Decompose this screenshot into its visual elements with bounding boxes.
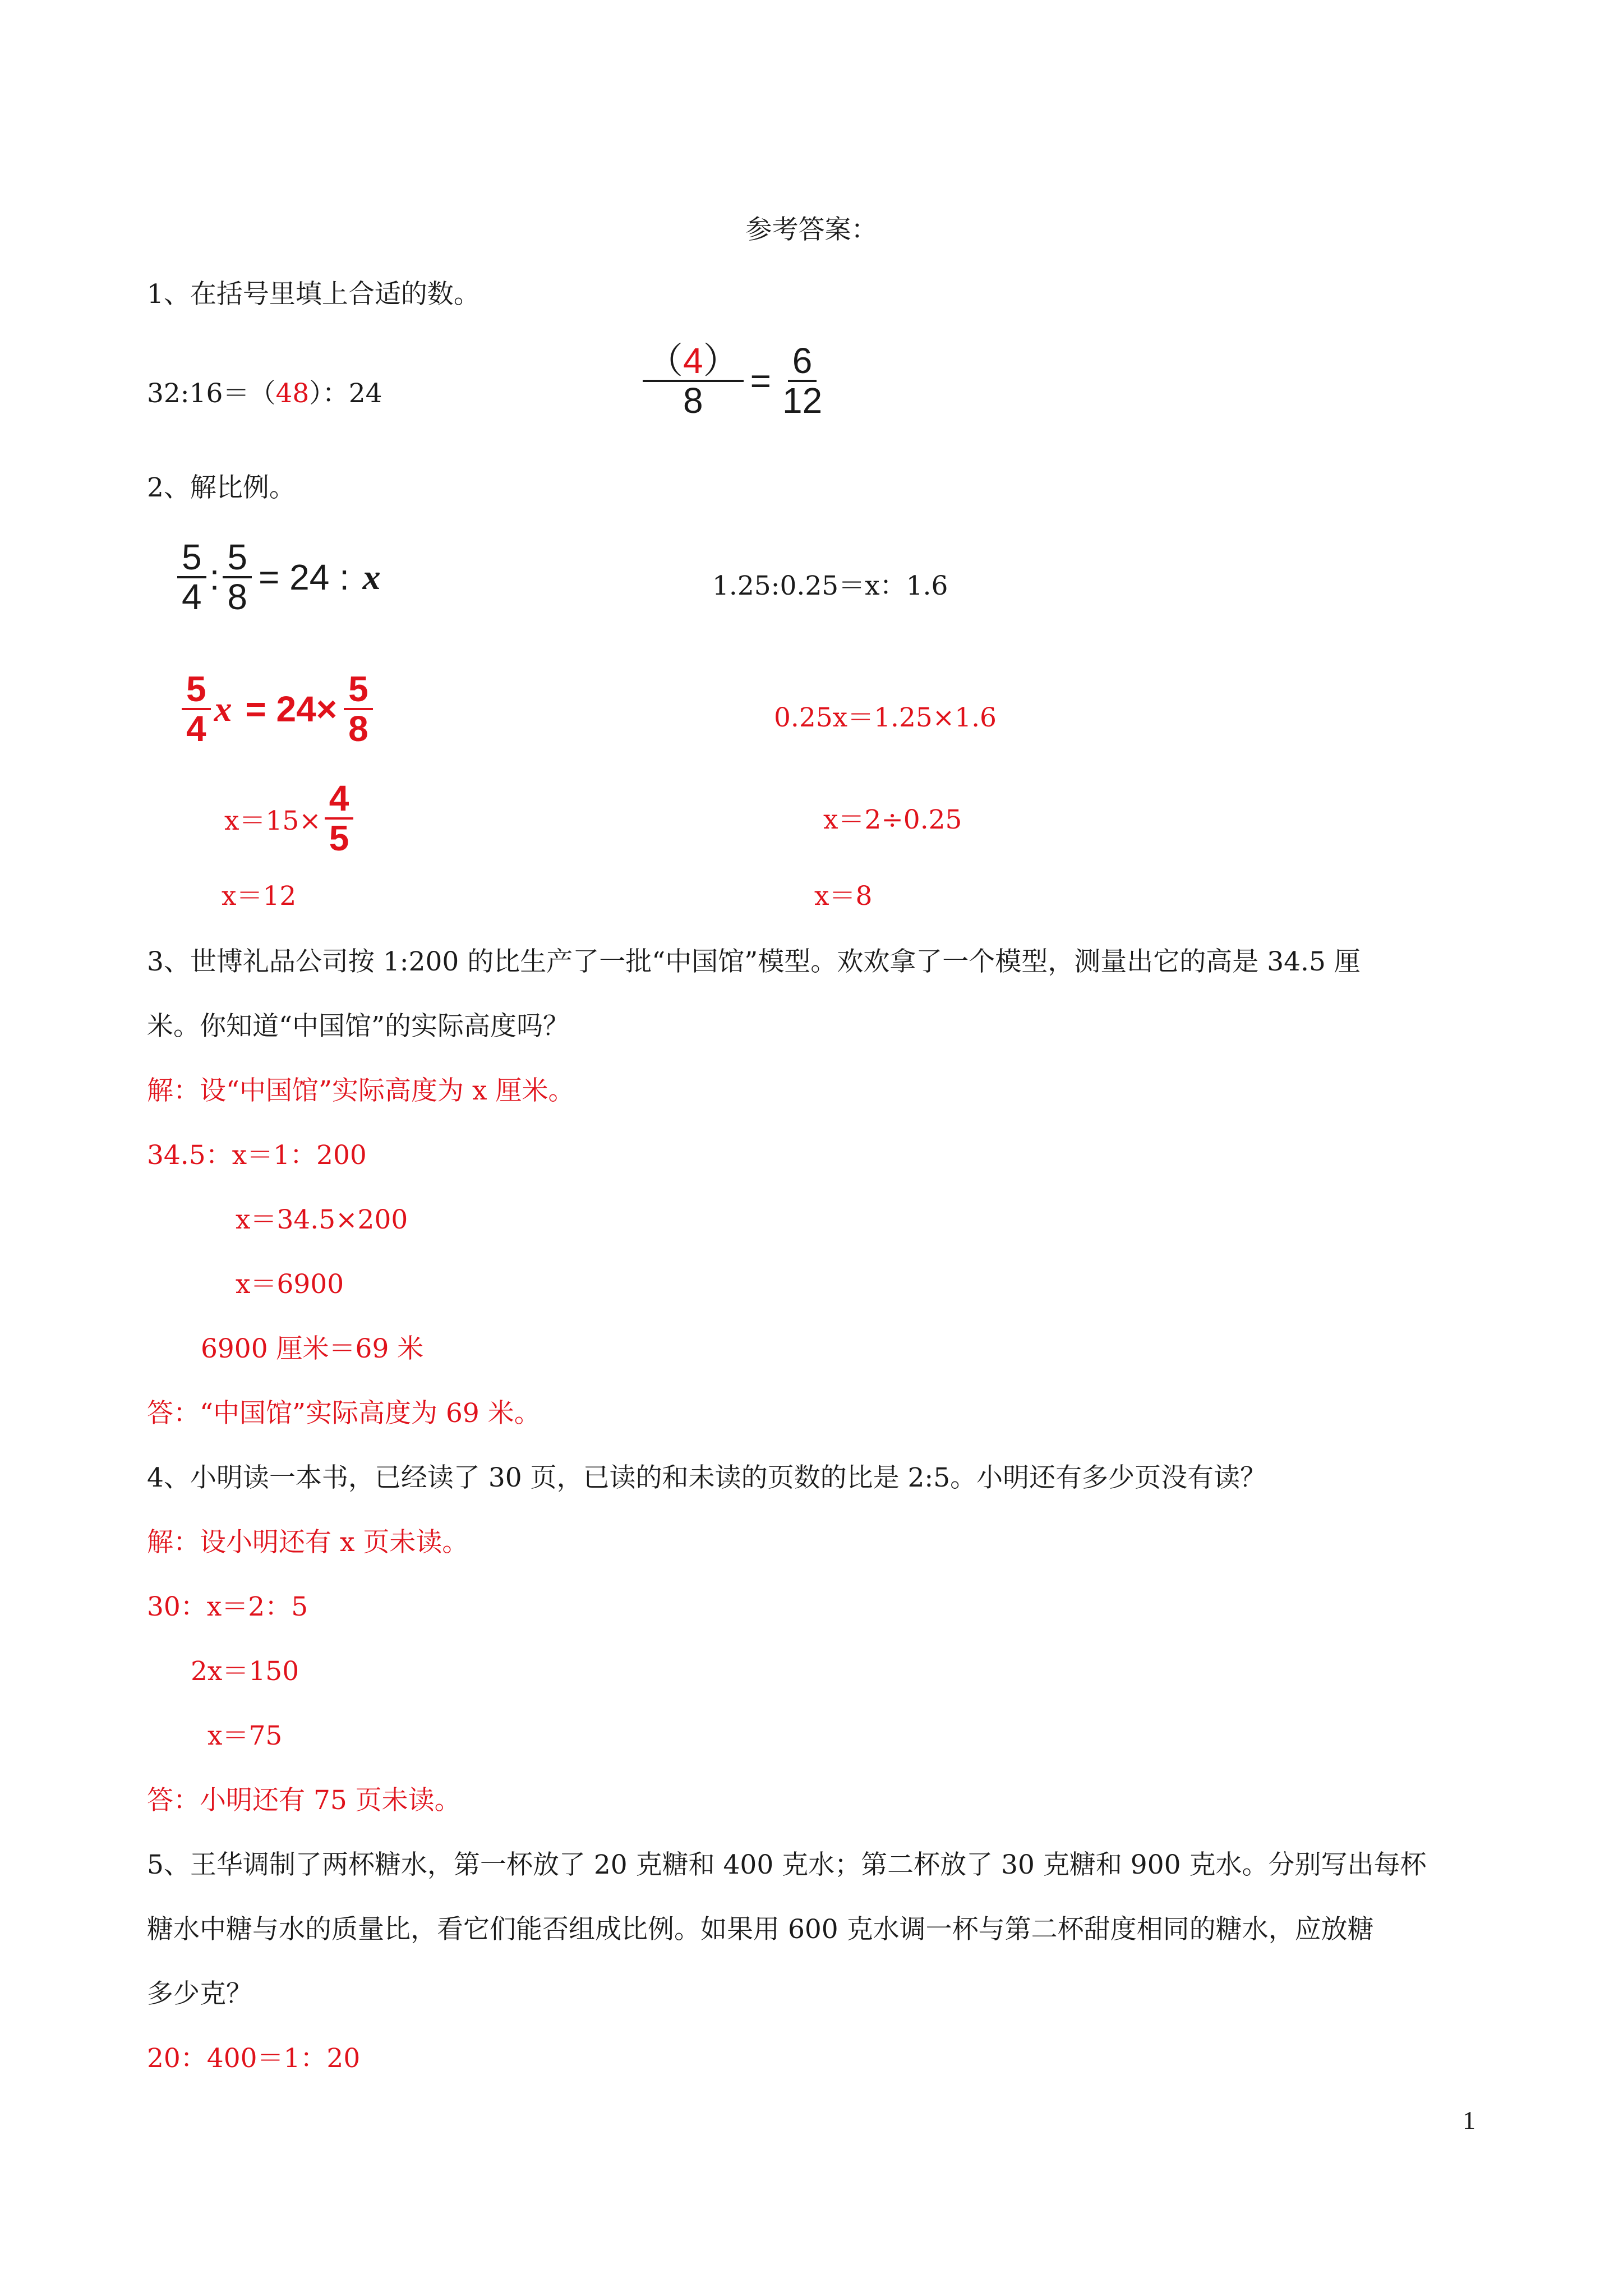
q2-step-3-right: x＝8	[814, 881, 873, 912]
q2-p1-a-num: 5	[177, 539, 206, 578]
q1-frac1-open: （	[647, 341, 683, 381]
q4-answer-final: 答：小明还有 75 页未读。	[147, 1785, 461, 1816]
q1-equals: =	[750, 361, 771, 402]
q1-frac2-numerator: 6	[788, 342, 817, 382]
q5-question-line-1: 5、王华调制了两杯糖水，第一杯放了 20 克糖和 400 克水；第二杯放了 30 克糖和 900 克水。分别写出每杯	[147, 1849, 1427, 1880]
q3-answer-convert: 6900 厘米＝69 米	[201, 1333, 424, 1364]
q2-step-3-left: x＝12	[222, 881, 297, 912]
q5-question-line-3: 多少克？	[147, 1978, 252, 2009]
q3-question-line-2: 米。你知道“中国馆”的实际高度吗？	[147, 1011, 570, 1042]
q3-answer-final: 答：“中国馆”实际高度为 69 米。	[147, 1398, 541, 1429]
q5-question-line-2: 糖水中糖与水的质量比，看它们能否组成比例。如果用 600 克水调一杯与第二杯甜度相同的糖水，应放糖	[147, 1914, 1374, 1945]
q2-s1-a-num: 5	[182, 670, 211, 710]
q2-problem-1	[174, 539, 381, 616]
q1-frac1-close: ）	[703, 341, 739, 381]
q1-equation-1	[147, 377, 382, 411]
q1-fraction-1	[643, 342, 744, 420]
q2-step-2-left	[224, 780, 357, 857]
q2-s2-frac	[325, 780, 354, 857]
q2-s1-b-den: 8	[348, 708, 368, 749]
q4-answer-proportion: 30：x＝2：5	[147, 1591, 308, 1622]
q2-s1-frac-b	[344, 670, 373, 748]
q1-frac1-answer: 4	[683, 341, 703, 381]
q2-p1-b-num: 5	[223, 539, 252, 578]
q2-p1-var: x	[362, 557, 381, 597]
q2-p1-rhs: = 24 :	[258, 557, 359, 598]
page-title: 参考答案：	[745, 214, 878, 245]
q3-answer-proportion: 34.5：x＝1：200	[147, 1140, 367, 1171]
q2-heading: 2、解比例。	[147, 472, 296, 503]
q2-s1-b-num: 5	[344, 670, 373, 710]
q1-frac1-numerator	[643, 342, 744, 382]
q2-s1-var: x	[214, 689, 232, 729]
q2-p1-colon: :	[209, 557, 220, 598]
page-number: 1	[1463, 2106, 1476, 2134]
q2-p1-frac-b	[223, 539, 252, 616]
q1-frac1-denominator: 8	[683, 380, 703, 421]
q2-s2-text: x＝15×	[224, 805, 321, 836]
q1-equation-2	[639, 342, 830, 420]
q5-answer-ratio-1: 20：400＝1：20	[147, 2043, 361, 2074]
q1-frac2-denominator: 12	[782, 380, 823, 421]
q2-s2-num: 4	[325, 780, 354, 820]
q2-step-1-right: 0.25x＝1.25×1.6	[774, 702, 997, 733]
q1-eq1-right: ）：24	[309, 378, 382, 409]
q2-p1-frac-a	[177, 539, 206, 616]
q2-s2-den: 5	[329, 818, 349, 859]
q1-eq1-answer: 48	[275, 378, 310, 409]
q4-question: 4、小明读一本书，已经读了 30 页，已读的和未读的页数的比是 2:5。小明还有多少页没有读？	[147, 1462, 1267, 1493]
q3-question-line-1: 3、世博礼品公司按 1:200 的比生产了一批“中国馆”模型。欢欢拿了一个模型，测量出它的高是 34.5 厘	[147, 946, 1361, 977]
q2-s1-frac-a	[182, 670, 211, 748]
q2-s1-mid: = 24×	[235, 689, 338, 730]
q1-heading: 1、在括号里填上合适的数。	[147, 279, 480, 310]
q2-p1-b-den: 8	[227, 577, 247, 618]
q3-answer-step-2: x＝6900	[236, 1269, 344, 1300]
q4-answer-step-2: x＝75	[208, 1720, 283, 1751]
q1-eq1-left: 32:16＝（	[147, 378, 276, 409]
q4-answer-setup: 解：设小明还有 x 页未读。	[147, 1527, 469, 1558]
q3-answer-setup: 解：设“中国馆”实际高度为 x 厘米。	[147, 1075, 575, 1106]
q2-problem-2: 1.25:0.25＝x：1.6	[712, 570, 948, 601]
q2-step-1-left	[178, 670, 376, 748]
q2-s1-a-den: 4	[186, 708, 206, 749]
q2-p1-a-den: 4	[182, 577, 202, 618]
q4-answer-step-1: 2x＝150	[191, 1656, 299, 1687]
q3-answer-step-1: x＝34.5×200	[236, 1204, 408, 1235]
q2-step-2-right: x＝2÷0.25	[823, 804, 962, 835]
q1-fraction-2	[778, 342, 827, 420]
